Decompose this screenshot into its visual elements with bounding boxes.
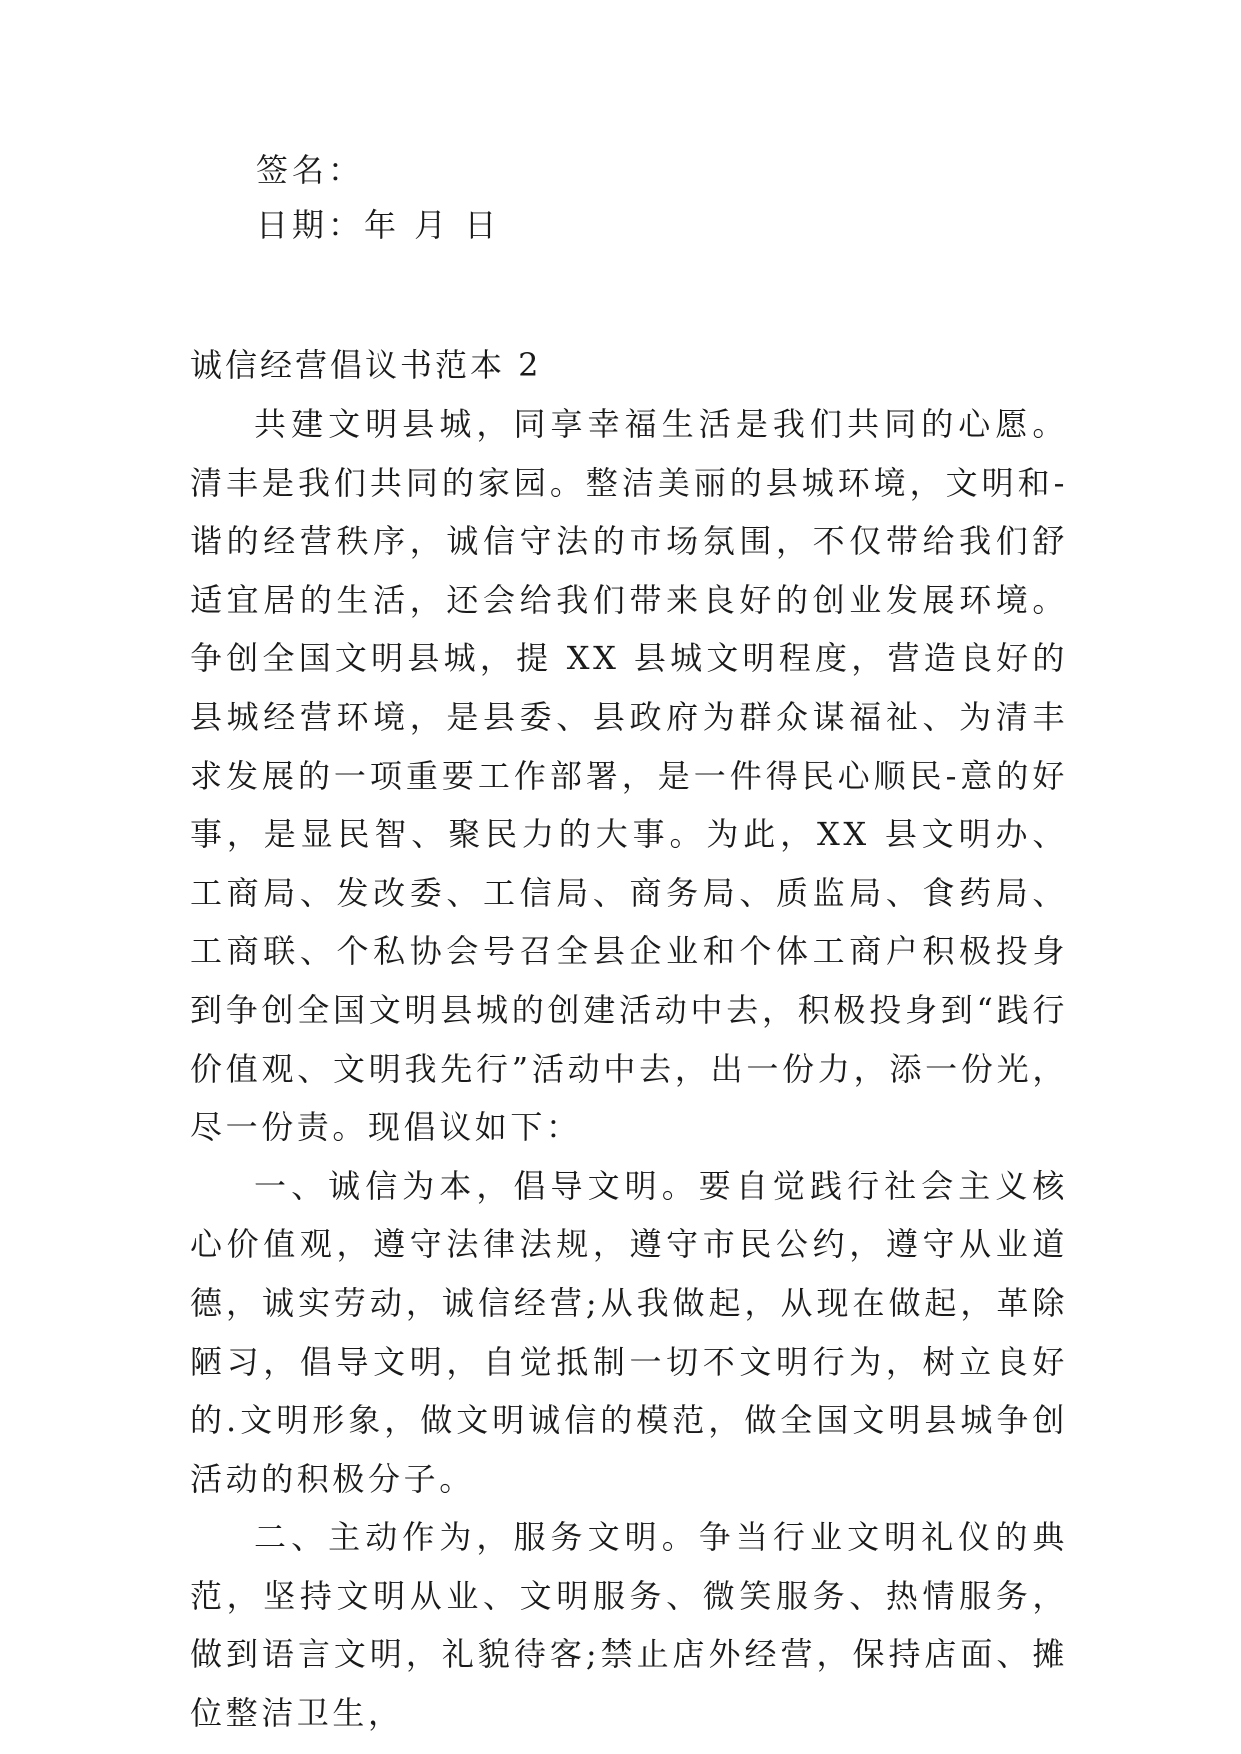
section-body bbox=[190, 395, 1068, 1743]
paragraph-point-one: 一、诚信为本，倡导文明。要自觉践行社会主义核心价值观，遵守法律法规，遵守市民公约，遵守从业道德，诚实劳动，诚信经营;从我做起，从现在做起，革除陋习，倡导文明，自觉抵制一切不文明行为，树立良好的.文明形象，做文明诚信的模范，做全国文明县城争创活动的积极分子。 bbox=[190, 1166, 1068, 1498]
paragraph-intro: 共建文明县城，同享幸福生活是我们共同的心愿。清丰是我们共同的家园。整洁美丽的县城环境，文明和-谐的经营秩序，诚信守法的市场氛围，不仅带给我们舒适宜居的生活，还会给我们带来良好的创业发展环境。争创全国文明县城，提 XX 县城文明程度，营造良好的县城经营环境，是县委、县政府为群众谋福祉、为清丰求发展的一项重要工作部署，是一件得民心顺民-意的好事，是显民智、聚民力的大事。为此，XX 县文明办、工商局、发改委、工信局、商务局、质监局、食药局、工商联、个私协会号召全县企业和个体工商户积极投身到争创全国文明县城的创建活动中去，积极投身到“践行价值观、文明我先行”活动中去，出一份力，添一份光，尽一份责。现倡议如下： bbox=[190, 405, 1068, 1147]
date-label: 日期：年 月 日 bbox=[256, 206, 501, 244]
signature-label: 签名： bbox=[256, 151, 365, 189]
section-title: 诚信经营倡议书范本 2 bbox=[190, 346, 542, 384]
paragraph-point-two: 二、主动作为，服务文明。争当行业文明礼仪的典范，坚持文明从业、文明服务、微笑服务、热情服务，做到语言文明，礼貌待客;禁止店外经营，保持店面、摊位整洁卫生， bbox=[190, 1518, 1068, 1733]
